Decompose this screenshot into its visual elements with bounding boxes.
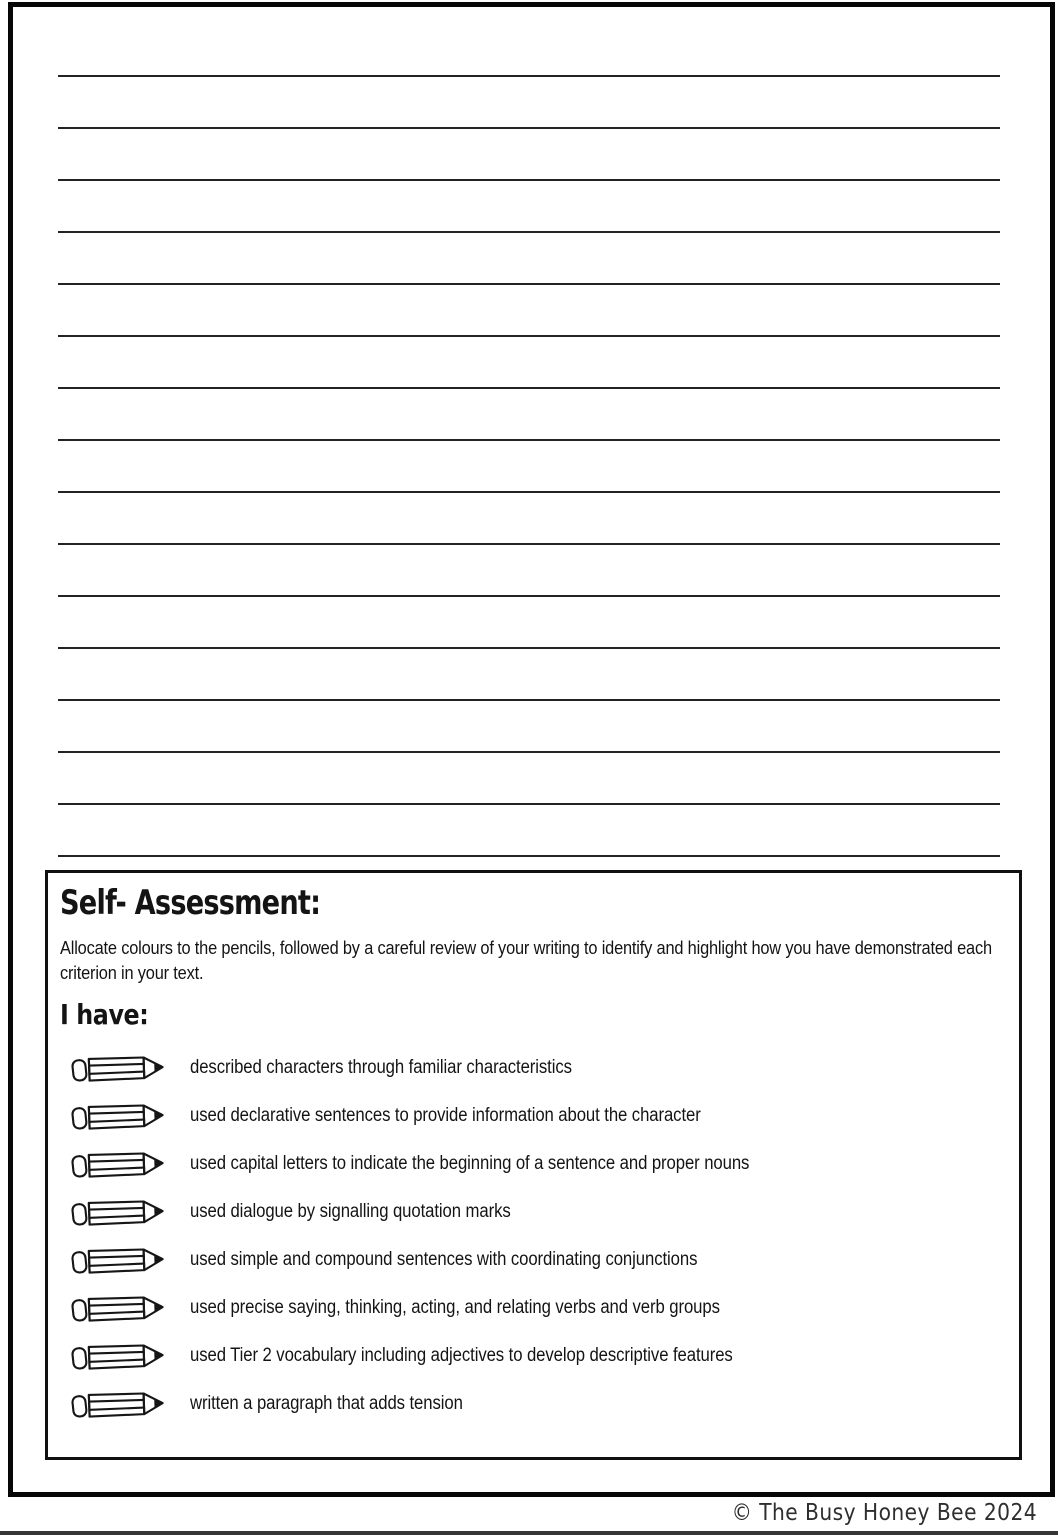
- checklist-item-label: used capital letters to indicate the beginning of a sentence and proper nouns: [190, 1153, 750, 1175]
- checklist-item: [60, 1380, 1019, 1428]
- checklist-item: [60, 1140, 1019, 1188]
- criteria-checklist: [60, 1044, 1019, 1428]
- writing-line: [58, 649, 1000, 701]
- checklist-item-label: used simple and compound sentences with coordinating conjunctions: [190, 1249, 698, 1271]
- writing-line: [58, 389, 1000, 441]
- writing-line: [58, 597, 1000, 649]
- writing-line: [58, 493, 1000, 545]
- checklist-item: [60, 1044, 1019, 1092]
- writing-line: [58, 77, 1000, 129]
- pencil-icon: [70, 1098, 166, 1134]
- checklist-item-label: written a paragraph that adds tension: [190, 1393, 463, 1415]
- writing-lines-area: [58, 25, 1000, 857]
- footer-credit: © The Busy Honey Bee 2024: [731, 1500, 1037, 1526]
- checklist-item: [60, 1092, 1019, 1140]
- writing-line: [58, 337, 1000, 389]
- writing-line: [58, 25, 1000, 77]
- checklist-item: [60, 1284, 1019, 1332]
- pencil-icon: [70, 1194, 166, 1230]
- checklist-item-label: used dialogue by signalling quotation marks: [190, 1201, 511, 1223]
- checklist-item-label: used declarative sentences to provide information about the character: [190, 1105, 701, 1127]
- writing-line: [58, 233, 1000, 285]
- pencil-icon: [70, 1338, 166, 1374]
- pencil-icon: [70, 1242, 166, 1278]
- checklist-item: [60, 1332, 1019, 1380]
- checklist-item-label: used precise saying, thinking, acting, and relating verbs and verb groups: [190, 1297, 720, 1319]
- writing-line: [58, 701, 1000, 753]
- writing-line: [58, 753, 1000, 805]
- checklist-item-label: used Tier 2 vocabulary including adjectives to develop descriptive features: [190, 1345, 733, 1367]
- writing-line: [58, 805, 1000, 857]
- self-assessment-instructions: Allocate colours to the pencils, followed by a careful review of your writing to identify and highlight how you have demonstrated each criterion in your text.: [60, 937, 992, 984]
- pencil-icon: [70, 1146, 166, 1182]
- pencil-icon: [70, 1290, 166, 1326]
- self-assessment-section: [45, 870, 1022, 1460]
- self-assessment-title: Self- Assessment:: [60, 883, 321, 923]
- pencil-icon: [70, 1050, 166, 1086]
- writing-line: [58, 441, 1000, 493]
- pencil-icon: [70, 1386, 166, 1422]
- checklist-item: [60, 1188, 1019, 1236]
- writing-line: [58, 285, 1000, 337]
- checklist-item: [60, 1236, 1019, 1284]
- page-border: [8, 2, 1055, 1497]
- i-have-subheading: I have:: [60, 998, 149, 1032]
- checklist-item-label: described characters through familiar characteristics: [190, 1057, 572, 1079]
- writing-line: [58, 129, 1000, 181]
- writing-line: [58, 545, 1000, 597]
- writing-line: [58, 181, 1000, 233]
- page-bottom-rule: [0, 1531, 1058, 1535]
